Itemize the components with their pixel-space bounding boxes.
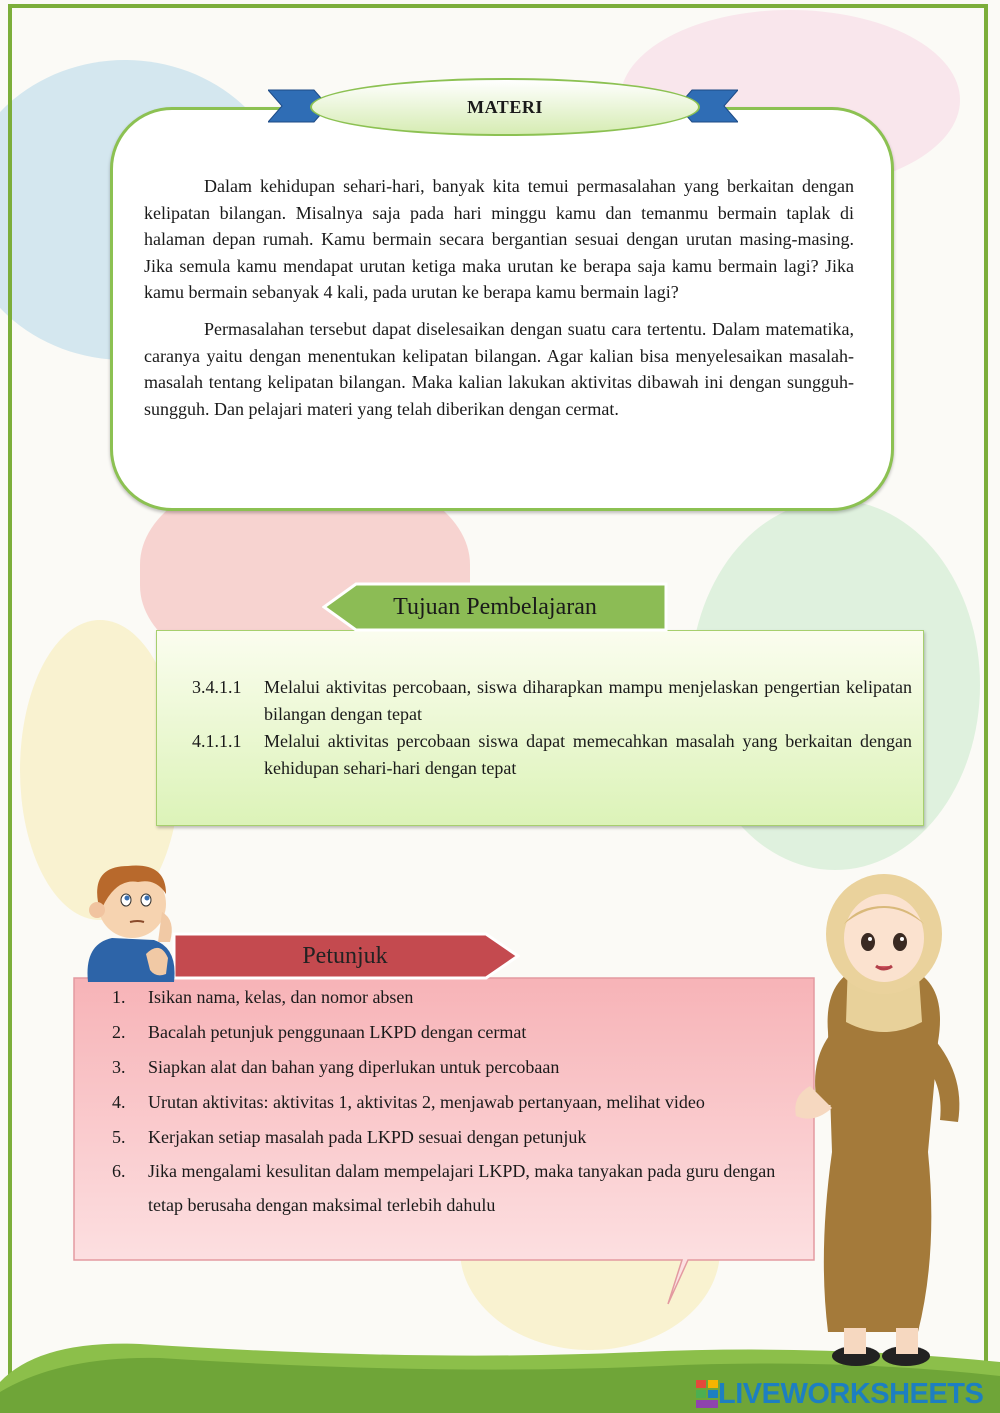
boy-thinking-illustration: [74, 858, 184, 982]
list-item: [112, 1022, 802, 1043]
list-text: Jika mengalami kesulitan dalam mempelajari LKPD, maka tanyakan pada guru dengan tetap berusaha dengan maksimal terlebih dahulu: [148, 1161, 776, 1215]
materi-content: [144, 173, 854, 432]
list-text: Bacalah petunjuk penggunaan LKPD dengan cermat: [148, 1022, 527, 1042]
liveworksheets-watermark: LIVEWORKSHEETS: [718, 1378, 984, 1410]
list-text: Isikan nama, kelas, dan nomor absen: [148, 987, 414, 1007]
list-item: [112, 1057, 802, 1078]
list-number: 1.: [112, 987, 126, 1007]
list-number: 3.: [112, 1057, 126, 1077]
list-text: Kerjakan setiap masalah pada LKPD sesuai dengan petunjuk: [148, 1127, 587, 1147]
liveworksheets-logo-icon: [696, 1380, 718, 1408]
tujuan-item: [192, 728, 912, 782]
tujuan-code: 3.4.1.1: [192, 677, 242, 697]
tujuan-item: [192, 674, 912, 728]
list-number: 6.: [112, 1161, 126, 1181]
list-text: Siapkan alat dan bahan yang diperlukan untuk percobaan: [148, 1057, 560, 1077]
tujuan-text: Melalui aktivitas percobaan siswa dapat memecahkan masalah yang berkaitan dengan kehidupan sehari-hari dengan tepat: [264, 731, 912, 778]
petunjuk-title: Petunjuk: [302, 942, 388, 969]
list-number: 2.: [112, 1022, 126, 1042]
materi-paragraph: Permasalahan tersebut dapat diselesaikan dengan suatu cara tertentu. Dalam matematika, caranya yaitu dengan menentukan kelipatan bilangan. Agar kalian bisa menyelesaikan masalah-masalah tentang kelipatan bilangan. Maka kalian lakukan aktivitas dibawah ini dengan sungguh-sungguh. Dan pelajari materi yang telah diberikan dengan cermat.: [144, 318, 854, 419]
list-text: Urutan aktivitas: aktivitas 1, aktivitas 2, menjawab pertanyaan, melihat video: [148, 1092, 705, 1112]
tujuan-text: Melalui aktivitas percobaan, siswa diharapkan mampu menjelaskan pengertian kelipatan bilangan dengan tepat: [264, 677, 912, 724]
list-number: 4.: [112, 1092, 126, 1112]
materi-title: MATERI: [310, 78, 700, 136]
tujuan-title: Tujuan Pembelajaran: [393, 593, 597, 620]
list-item: [112, 987, 802, 1008]
list-item: [112, 1092, 802, 1113]
tujuan-code: 4.1.1.1: [192, 731, 242, 751]
materi-paragraph: Dalam kehidupan sehari-hari, banyak kita temui permasalahan yang berkaitan dengan kelipatan bilangan. Misalnya saja pada hari minggu kamu dan temanmu bermain taplak di halaman depan rumah. Kamu bermain secara bergantian sesuai dengan urutan masing-masing. Jika semula kamu mendapat urutan ketiga maka urutan ke berapa saja kamu bermain lagi? Jika kamu bermain sebanyak 4 kali, pada urutan ke berapa kamu bermain lagi?: [144, 176, 854, 303]
teacher-illustration: [788, 872, 980, 1368]
list-number: 5.: [112, 1127, 126, 1147]
list-item: [112, 1127, 802, 1148]
list-item: [112, 1154, 802, 1222]
